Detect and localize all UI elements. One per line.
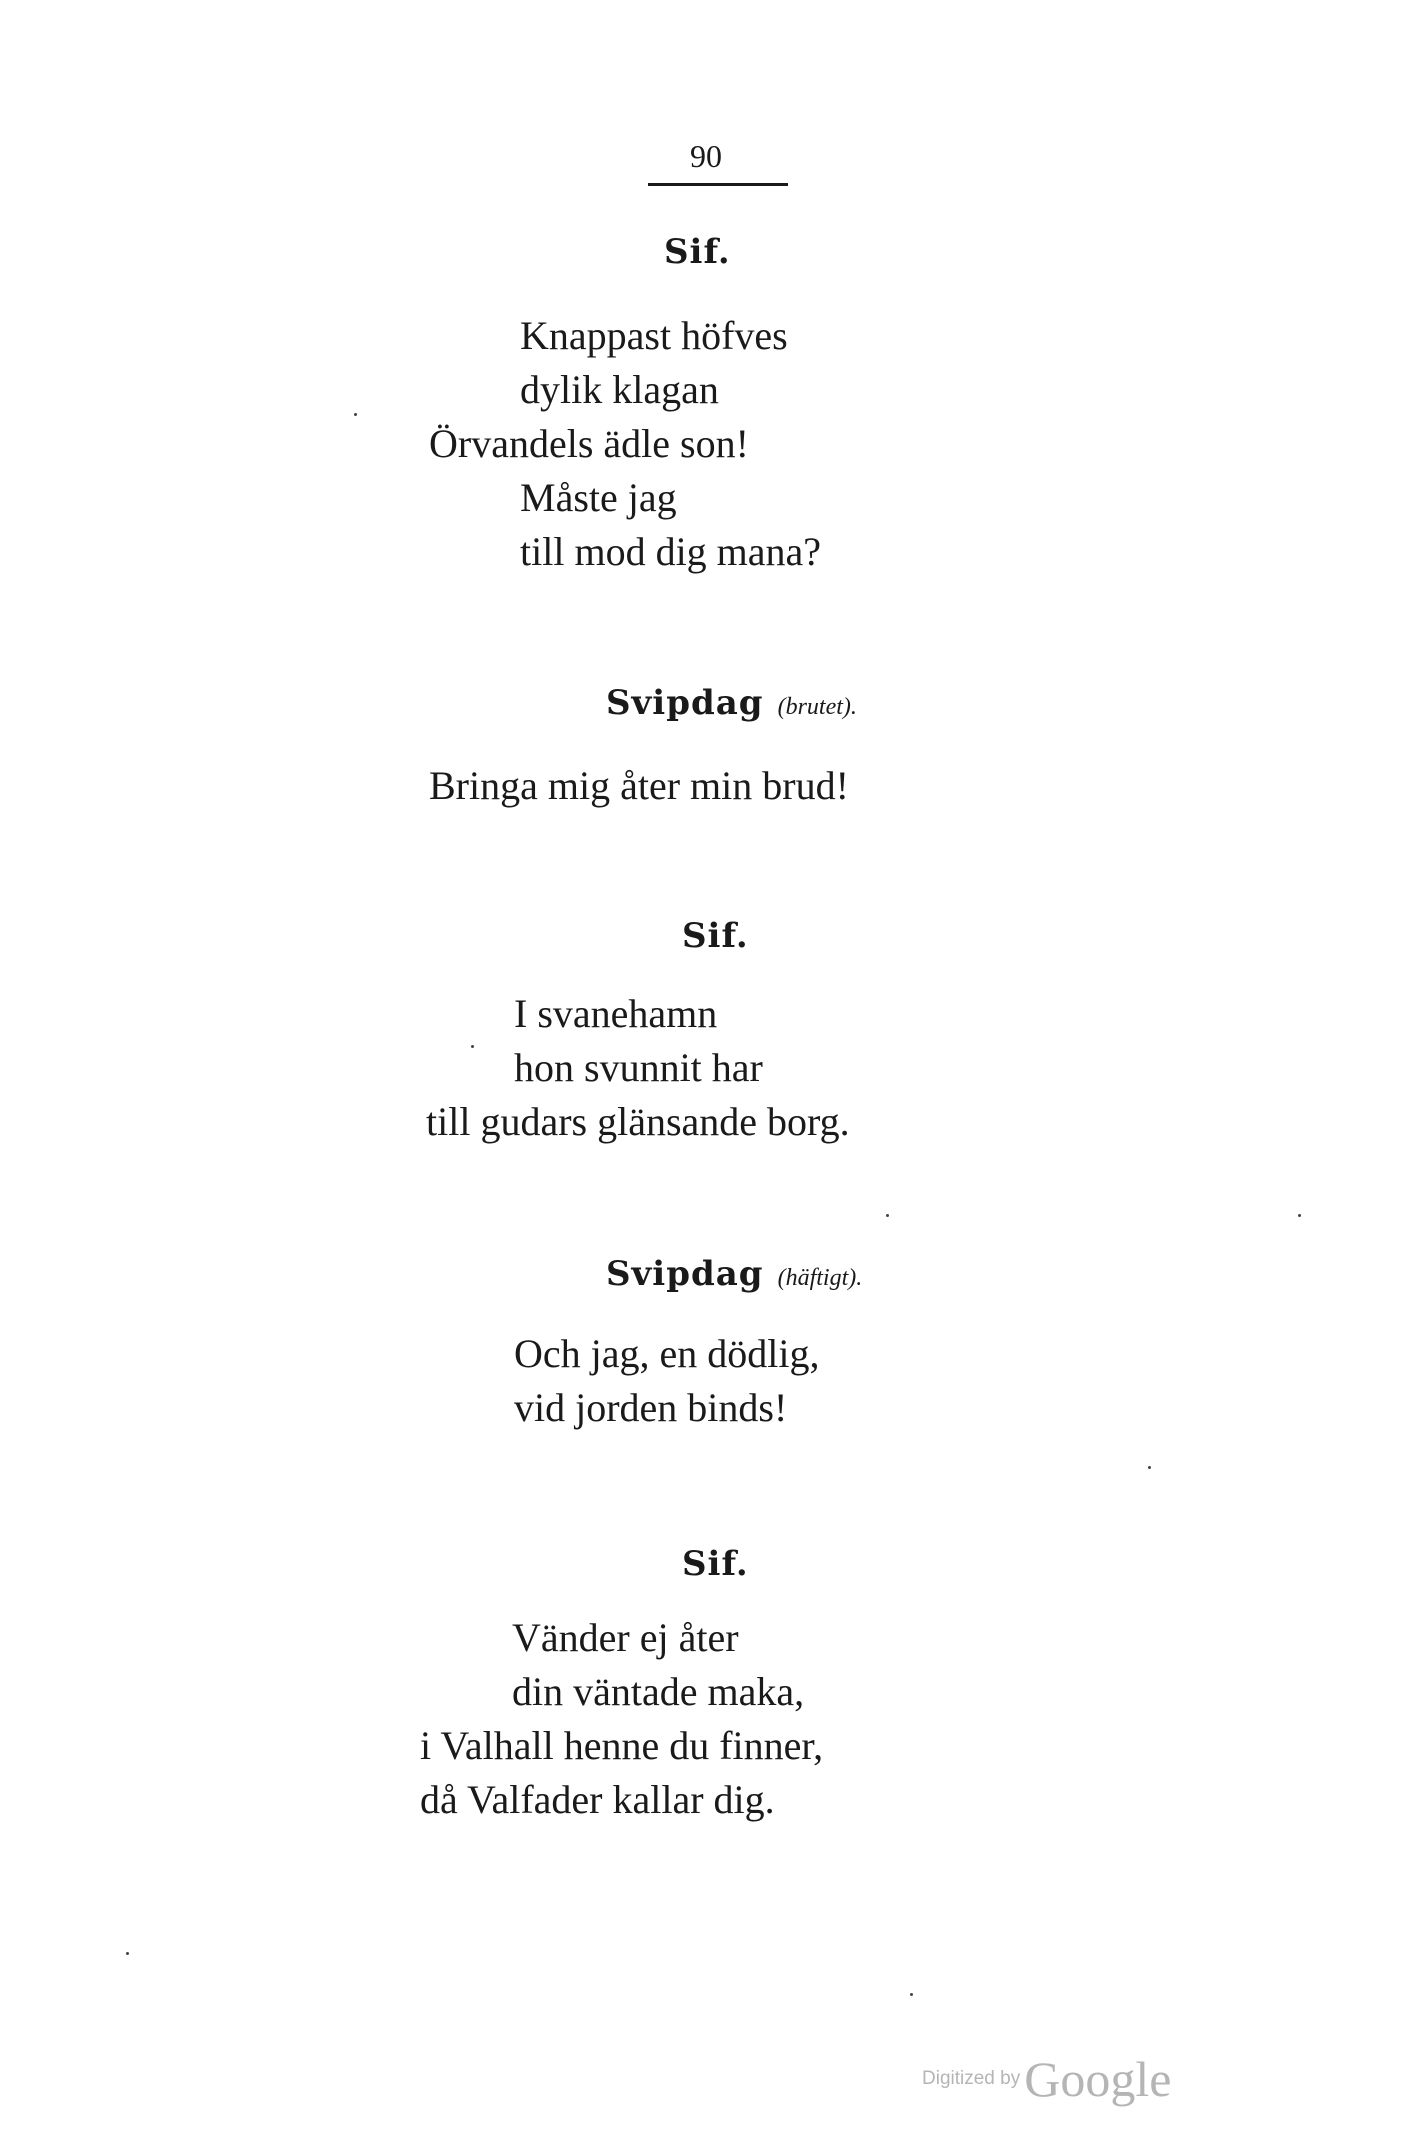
speaker-name: Sif. <box>664 232 731 272</box>
speaker-heading <box>606 1254 862 1294</box>
verse-line: Vänder ej åter <box>512 1615 739 1660</box>
verse-line: till mod dig mana? <box>520 529 822 574</box>
speaker-name: Svipdag <box>606 683 764 723</box>
speaker-heading <box>682 1544 749 1584</box>
scan-speck <box>886 1214 889 1217</box>
speaker-heading <box>664 232 731 272</box>
speaker-heading <box>606 683 857 723</box>
digitized-by-watermark <box>922 2050 1171 2108</box>
verse-line: Bringa mig åter min brud! <box>429 763 849 808</box>
scan-speck <box>354 413 357 416</box>
page-number: 90 <box>690 138 722 174</box>
verse-line: vid jorden binds! <box>514 1385 788 1430</box>
google-logo: Google <box>1024 2051 1172 2107</box>
verse-line: till gudars glänsande borg. <box>426 1099 850 1144</box>
verse-line: Och jag, en dödlig, <box>514 1331 820 1376</box>
verse-line: din väntade maka, <box>512 1669 805 1714</box>
verse-line: Måste jag <box>520 475 677 520</box>
scan-speck <box>126 1952 129 1955</box>
verse-line: då Valfader kallar dig. <box>420 1777 775 1822</box>
scan-speck <box>1148 1466 1151 1469</box>
stage-direction: (brutet). <box>777 694 857 720</box>
scan-speck <box>1298 1214 1301 1217</box>
verse-line: I svanehamn <box>514 991 718 1036</box>
scan-speck <box>910 1993 913 1996</box>
verse-line: Örvandels ädle son! <box>429 421 749 466</box>
page-number-rule <box>648 183 788 186</box>
scan-speck <box>471 1045 474 1048</box>
verse-line: hon svunnit har <box>514 1045 763 1090</box>
speaker-name: Sif. <box>682 1544 749 1584</box>
speaker-name: Svipdag <box>606 1254 764 1294</box>
verse-line: Knappast höfves <box>520 313 788 358</box>
stage-direction: (häftigt). <box>777 1265 863 1291</box>
verse-line: i Valhall henne du finner, <box>420 1723 824 1768</box>
speaker-heading <box>682 916 749 956</box>
verse-line: dylik klagan <box>520 367 719 412</box>
watermark-prefix: Digitized by <box>922 2068 1021 2089</box>
speaker-name: Sif. <box>682 916 749 956</box>
